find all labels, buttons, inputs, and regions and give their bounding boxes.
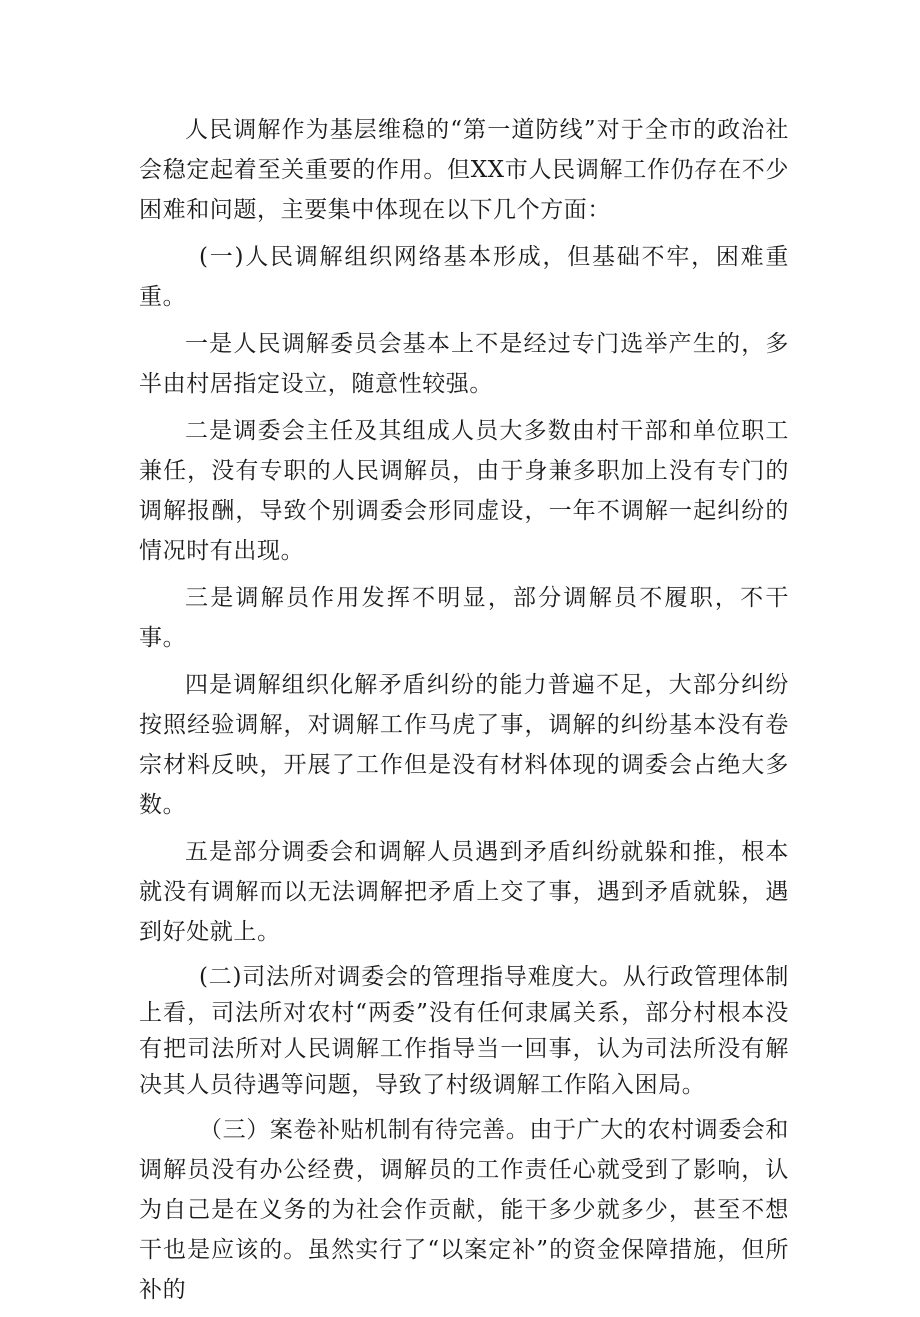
paragraph-point-3: 三是调解员作用发挥不明显，部分调解员不履职，不干事。 bbox=[139, 585, 789, 651]
paragraph-point-2: 二是调委会主任及其组成人员大多数由村干部和单位职工兼任，没有专职的人民调解员，由于身兼多职加上没有专门的调解报酬，导致个别调委会形同虚设，一年不调解一起纠纷的情况时有出现。 bbox=[139, 418, 789, 564]
document-body bbox=[139, 110, 789, 1317]
paragraph-point-1: 一是人民调解委员会基本上不是经过专门选举产生的，多半由村居指定设立，随意性较强。 bbox=[139, 331, 789, 397]
paragraph-section-3: （三）案卷补贴机制有待完善。由于广大的农村调委会和调解员没有办公经费，调解员的工作责任心就受到了影响，认为自己是在义务的为社会作贡献，能干多少就多少，甚至不想干也是应该的。虽然实行了“以案定补”的资金保障措施，但所补的 bbox=[139, 1117, 789, 1303]
paragraph-section-1-heading: (一)人民调解组织网络基本形成，但基础不牢，困难重重。 bbox=[139, 244, 789, 310]
paragraph-section-2: (二)司法所对调委会的管理指导难度大。从行政管理体制上看，司法所对农村“两委”没有任何隶属关系，部分村根本没有把司法所对人民调解工作指导当一回事，认为司法所没有解决其人员待遇等问题，导致了村级调解工作陷入困局。 bbox=[139, 964, 789, 1098]
paragraph-point-5: 五是部分调委会和调解人员遇到矛盾纠纷就躲和推，根本就没有调解而以无法调解把矛盾上交了事，遇到矛盾就躲，遇到好处就上。 bbox=[139, 839, 789, 945]
paragraph-intro: 人民调解作为基层维稳的“第一道防线”对于全市的政治社会稳定起着至关重要的作用。但XX市人民调解工作仍存在不少困难和问题，主要集中体现在以下几个方面： bbox=[139, 117, 789, 223]
paragraph-point-4: 四是调解组织化解矛盾纠纷的能力普遍不足，大部分纠纷按照经验调解，对调解工作马虎了事，调解的纠纷基本没有卷宗材料反映，开展了工作但是没有材料体现的调委会占绝大多数。 bbox=[139, 672, 789, 818]
